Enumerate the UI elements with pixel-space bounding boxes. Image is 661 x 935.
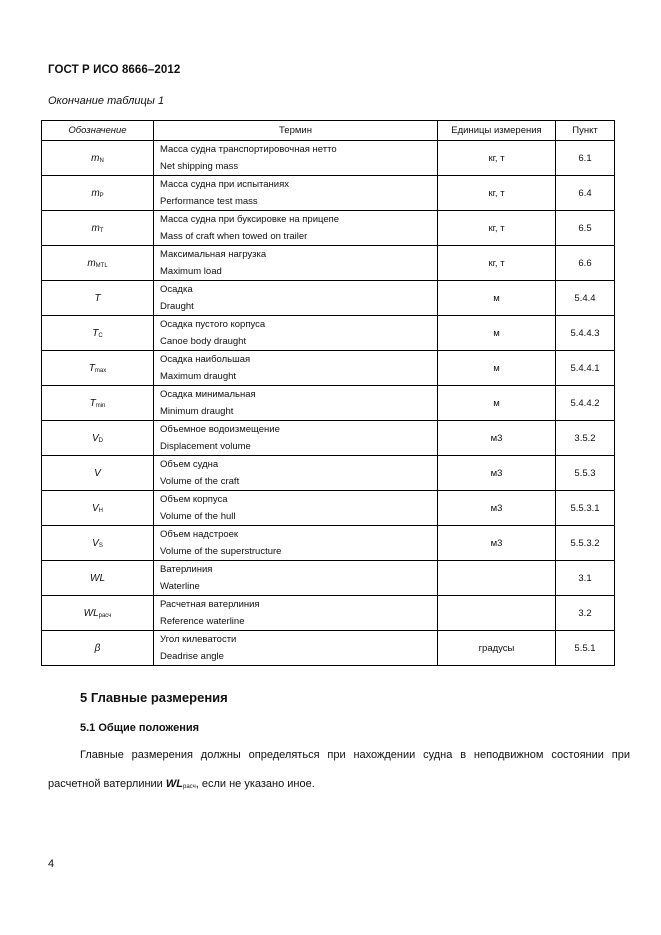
table-row	[42, 596, 615, 631]
cell-term	[154, 526, 438, 561]
cell-term	[154, 491, 438, 526]
term-english: Reference waterline	[160, 616, 245, 627]
cell-clause: 6.5	[556, 211, 615, 246]
cell-clause: 5.4.4.1	[556, 351, 615, 386]
term-russian: Масса судна при испытаниях	[160, 179, 290, 190]
cell-clause: 6.4	[556, 176, 615, 211]
cell-term	[154, 246, 438, 281]
cell-clause: 3.5.2	[556, 421, 615, 456]
cell-unit: кг, т	[438, 141, 556, 176]
cell-unit: м3	[438, 491, 556, 526]
cell-clause: 3.1	[556, 561, 615, 596]
symbol-main: WL	[90, 572, 105, 584]
paragraph-text-2b: , если не указано иное.	[195, 778, 315, 790]
cell-unit: м3	[438, 421, 556, 456]
cell-term	[154, 596, 438, 631]
symbol-main: m	[91, 187, 100, 199]
symbol-subscript: расч	[98, 612, 112, 619]
symbol-main: V	[94, 467, 101, 479]
term-russian: Ватерлиния	[160, 564, 213, 575]
cell-clause: 5.4.4.3	[556, 316, 615, 351]
term-english: Volume of the hull	[160, 511, 236, 522]
cell-term	[154, 281, 438, 316]
term-english: Deadrise angle	[160, 651, 224, 662]
cell-unit: м3	[438, 526, 556, 561]
cell-clause: 6.6	[556, 246, 615, 281]
term-russian: Объем судна	[160, 459, 219, 470]
paragraph-text-1: Главные размерения должны определяться при нахождении судна в неподвижном состоянии при	[80, 749, 630, 761]
cell-symbol	[42, 421, 154, 456]
table-row	[42, 456, 615, 491]
cell-clause: 5.5.1	[556, 631, 615, 666]
cell-term	[154, 351, 438, 386]
table-row	[42, 631, 615, 666]
cell-clause: 5.4.4	[556, 281, 615, 316]
paragraph-text-2a: расчетной ватерлинии	[48, 778, 166, 790]
table-row	[42, 316, 615, 351]
cell-symbol	[42, 176, 154, 211]
cell-clause: 5.5.3.2	[556, 526, 615, 561]
table-header-row	[42, 121, 615, 141]
term-russian: Масса судна при буксировке на прицепе	[160, 214, 340, 225]
symbol-main: T	[89, 397, 96, 409]
cell-term	[154, 316, 438, 351]
symbol-subscript: S	[98, 542, 103, 549]
table-row	[42, 561, 615, 596]
table-row	[42, 421, 615, 456]
symbol-main: m	[87, 257, 96, 269]
cell-unit: м3	[438, 456, 556, 491]
cell-unit: кг, т	[438, 246, 556, 281]
paragraph-symbol-sub: расч	[183, 784, 196, 790]
cell-symbol	[42, 351, 154, 386]
symbol-subscript: N	[99, 157, 104, 164]
header-symbol: Обозначение	[42, 121, 154, 141]
symbol-subscript: min	[95, 402, 106, 409]
term-english: Mass of craft when towed on trailer	[160, 231, 308, 242]
term-english: Volume of the superstructure	[160, 546, 282, 557]
cell-term	[154, 211, 438, 246]
term-russian: Максимальная нагрузка	[160, 249, 267, 260]
cell-term	[154, 561, 438, 596]
term-russian: Осадка	[160, 284, 193, 295]
term-russian: Объем надстроек	[160, 529, 239, 540]
term-english: Waterline	[160, 581, 200, 592]
term-russian: Угол килеватости	[160, 634, 237, 645]
term-english: Maximum draught	[160, 371, 237, 382]
term-russian: Объем корпуса	[160, 494, 228, 505]
cell-unit: м	[438, 386, 556, 421]
term-russian: Масса судна транспортировочная нетто	[160, 144, 337, 155]
paragraph-symbol: WL	[165, 778, 183, 790]
table-row	[42, 491, 615, 526]
term-english: Maximum load	[160, 266, 222, 277]
cell-symbol	[42, 141, 154, 176]
cell-symbol	[42, 526, 154, 561]
cell-symbol	[42, 631, 154, 666]
term-english: Volume of the craft	[160, 476, 240, 487]
terms-table	[41, 120, 615, 666]
table-row	[42, 176, 615, 211]
term-russian: Осадка минимальная	[160, 389, 256, 400]
header-unit: Единицы измерения	[438, 121, 556, 141]
cell-term	[154, 176, 438, 211]
symbol-main: β	[94, 642, 101, 654]
cell-symbol	[42, 561, 154, 596]
symbol-subscript: P	[99, 192, 104, 199]
cell-symbol	[42, 246, 154, 281]
table-row	[42, 386, 615, 421]
cell-unit	[438, 561, 556, 596]
term-english: Performance test mass	[160, 196, 258, 207]
symbol-subscript: C	[98, 332, 103, 339]
cell-symbol	[42, 491, 154, 526]
cell-term	[154, 386, 438, 421]
cell-unit: градусы	[438, 631, 556, 666]
symbol-main: V	[91, 432, 99, 444]
cell-unit: кг, т	[438, 176, 556, 211]
symbol-main: V	[92, 537, 99, 549]
cell-unit: кг, т	[438, 211, 556, 246]
cell-symbol	[42, 316, 154, 351]
cell-clause: 3.2	[556, 596, 615, 631]
term-english: Canoe body draught	[160, 336, 247, 347]
symbol-subscript: D	[98, 437, 103, 444]
paragraph-line-2	[48, 770, 630, 802]
symbol-main: m	[91, 222, 100, 234]
symbol-subscript: max	[94, 367, 107, 374]
cell-clause: 6.1	[556, 141, 615, 176]
cell-symbol	[42, 596, 154, 631]
standard-header: ГОСТ Р ИСО 8666–2012	[48, 64, 181, 76]
symbol-main: WL	[83, 607, 99, 619]
term-english: Displacement volume	[160, 441, 251, 452]
paragraph-line-1	[48, 741, 630, 770]
term-russian: Осадка пустого корпуса	[160, 319, 266, 330]
symbol-main: T	[92, 327, 99, 339]
symbol-subscript: H	[98, 507, 103, 514]
cell-clause: 5.5.3.1	[556, 491, 615, 526]
cell-symbol	[42, 456, 154, 491]
subsection-title: 5.1 Общие положения	[80, 722, 200, 734]
term-english: Minimum draught	[160, 406, 234, 417]
symbol-main: V	[91, 502, 99, 514]
table-row	[42, 141, 615, 176]
table-row	[42, 526, 615, 561]
page-number: 4	[48, 858, 55, 870]
section-title: 5 Главные размерения	[80, 690, 228, 705]
table-row	[42, 281, 615, 316]
table-caption: Окончание таблицы 1	[48, 95, 165, 107]
table-row	[42, 246, 615, 281]
header-term: Термин	[154, 121, 438, 141]
cell-unit: м	[438, 351, 556, 386]
symbol-main: T	[94, 292, 101, 304]
cell-symbol	[42, 386, 154, 421]
term-russian: Расчетная ватерлиния	[160, 599, 260, 610]
header-clause: Пункт	[556, 121, 615, 141]
cell-unit: м	[438, 281, 556, 316]
cell-symbol	[42, 211, 154, 246]
cell-symbol	[42, 281, 154, 316]
symbol-subscript: MTL	[95, 262, 108, 269]
cell-unit: м	[438, 316, 556, 351]
cell-unit	[438, 596, 556, 631]
cell-term	[154, 421, 438, 456]
cell-clause: 5.5.3	[556, 456, 615, 491]
cell-term	[154, 456, 438, 491]
table-row	[42, 351, 615, 386]
body-paragraph	[48, 741, 630, 802]
term-russian: Объемное водоизмещение	[160, 424, 280, 435]
term-russian: Осадка наибольшая	[160, 354, 251, 365]
cell-term	[154, 141, 438, 176]
term-english: Draught	[160, 301, 194, 312]
symbol-main: m	[91, 152, 100, 164]
symbol-main: T	[88, 362, 95, 374]
table-row	[42, 211, 615, 246]
cell-clause: 5.4.4.2	[556, 386, 615, 421]
cell-term	[154, 631, 438, 666]
symbol-subscript: T	[99, 227, 104, 234]
term-english: Net shipping mass	[160, 161, 239, 172]
